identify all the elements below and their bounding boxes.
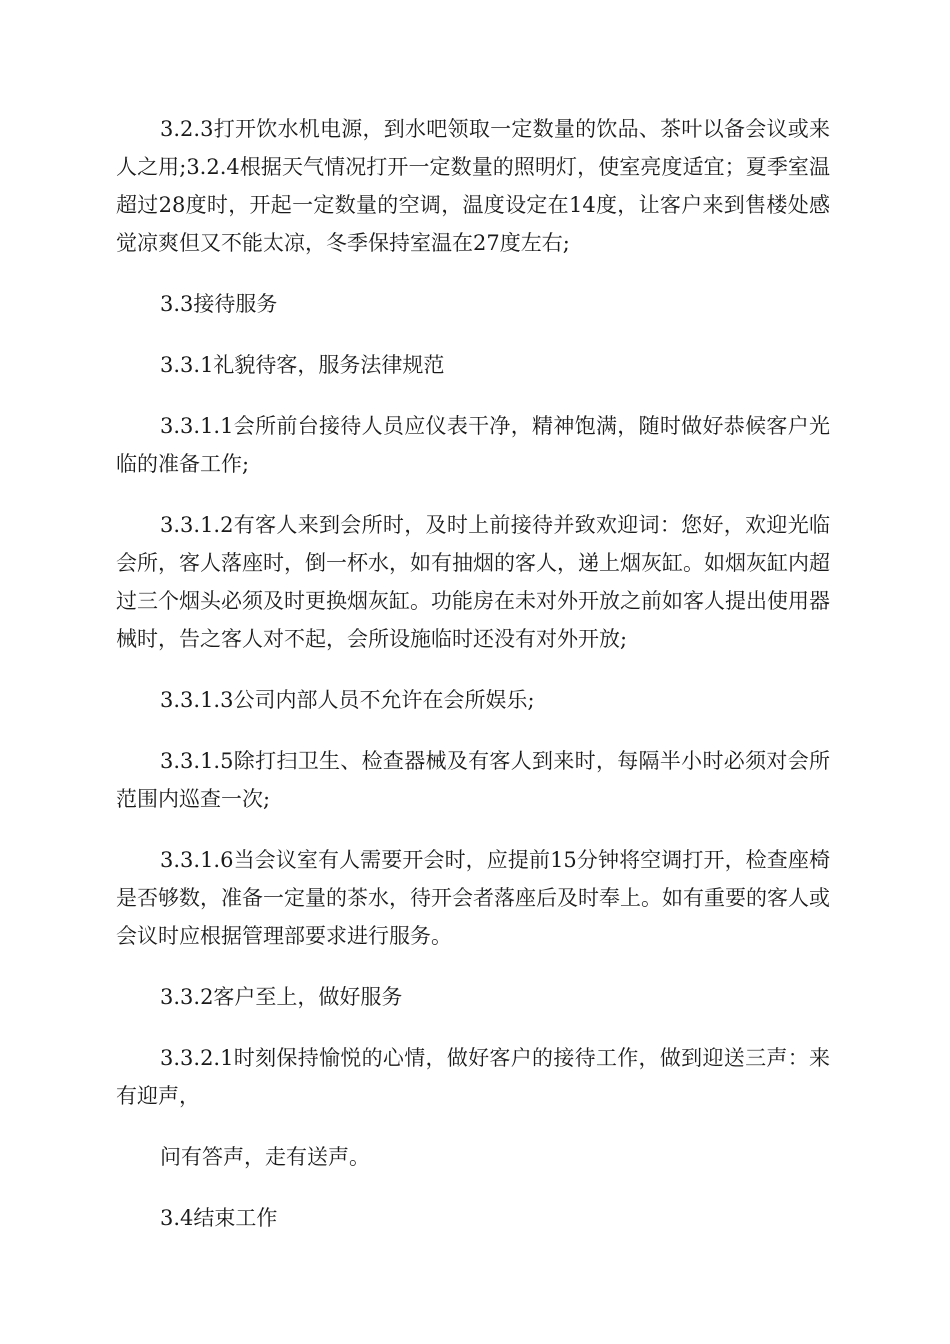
heading-3-4: 3.4结束工作 — [160, 1206, 278, 1230]
document-body — [116, 110, 830, 1260]
paragraph-3-3-2-1-continued: 问有答声，走有送声。 — [160, 1145, 370, 1169]
paragraph-3-3-1-3: 3.3.1.3公司内部人员不允许在会所娱乐; — [160, 688, 535, 712]
paragraph-3-2-3: 3.2.3打开饮水机电源，到水吧领取一定数量的饮品、茶叶以备会议或来人之用;3.2.4根据天气情况打开一定数量的照明灯，使室亮度适宜；夏季室温超过28度时，开起一定数量的空调，温度设定在14度，让客户来到售楼处感觉凉爽但又不能太凉，冬季保持室温在27度左右; — [116, 117, 830, 255]
heading-3-3: 3.3接待服务 — [160, 292, 278, 316]
paragraph-3-3-1-6: 3.3.1.6当会议室有人需要开会时，应提前15分钟将空调打开，检查座椅是否够数，准备一定量的茶水，待开会者落座后及时奉上。如有重要的客人或会议时应根据管理部要求进行服务。 — [116, 848, 830, 948]
paragraph-3-3-1-1: 3.3.1.1会所前台接待人员应仪表干净，精神饱满，随时做好恭候客户光临的准备工作; — [116, 414, 830, 476]
paragraph-3-3-2-1: 3.3.2.1时刻保持愉悦的心情，做好客户的接待工作，做到迎送三声：来有迎声， — [116, 1046, 830, 1108]
heading-3-3-1: 3.3.1礼貌待客，服务法律规范 — [160, 353, 445, 377]
paragraph-3-3-1-5: 3.3.1.5除打扫卫生、检查器械及有客人到来时，每隔半小时必须对会所范围内巡查一次; — [116, 749, 830, 811]
paragraph-3-3-1-2: 3.3.1.2有客人来到会所时，及时上前接待并致欢迎词：您好，欢迎光临会所，客人落座时，倒一杯水，如有抽烟的客人，递上烟灰缸。如烟灰缸内超过三个烟头必须及时更换烟灰缸。功能房在未对外开放之前如客人提出使用器械时，告之客人对不起，会所设施临时还没有对外开放; — [116, 513, 830, 651]
heading-3-3-2: 3.3.2客户至上，做好服务 — [160, 985, 403, 1009]
